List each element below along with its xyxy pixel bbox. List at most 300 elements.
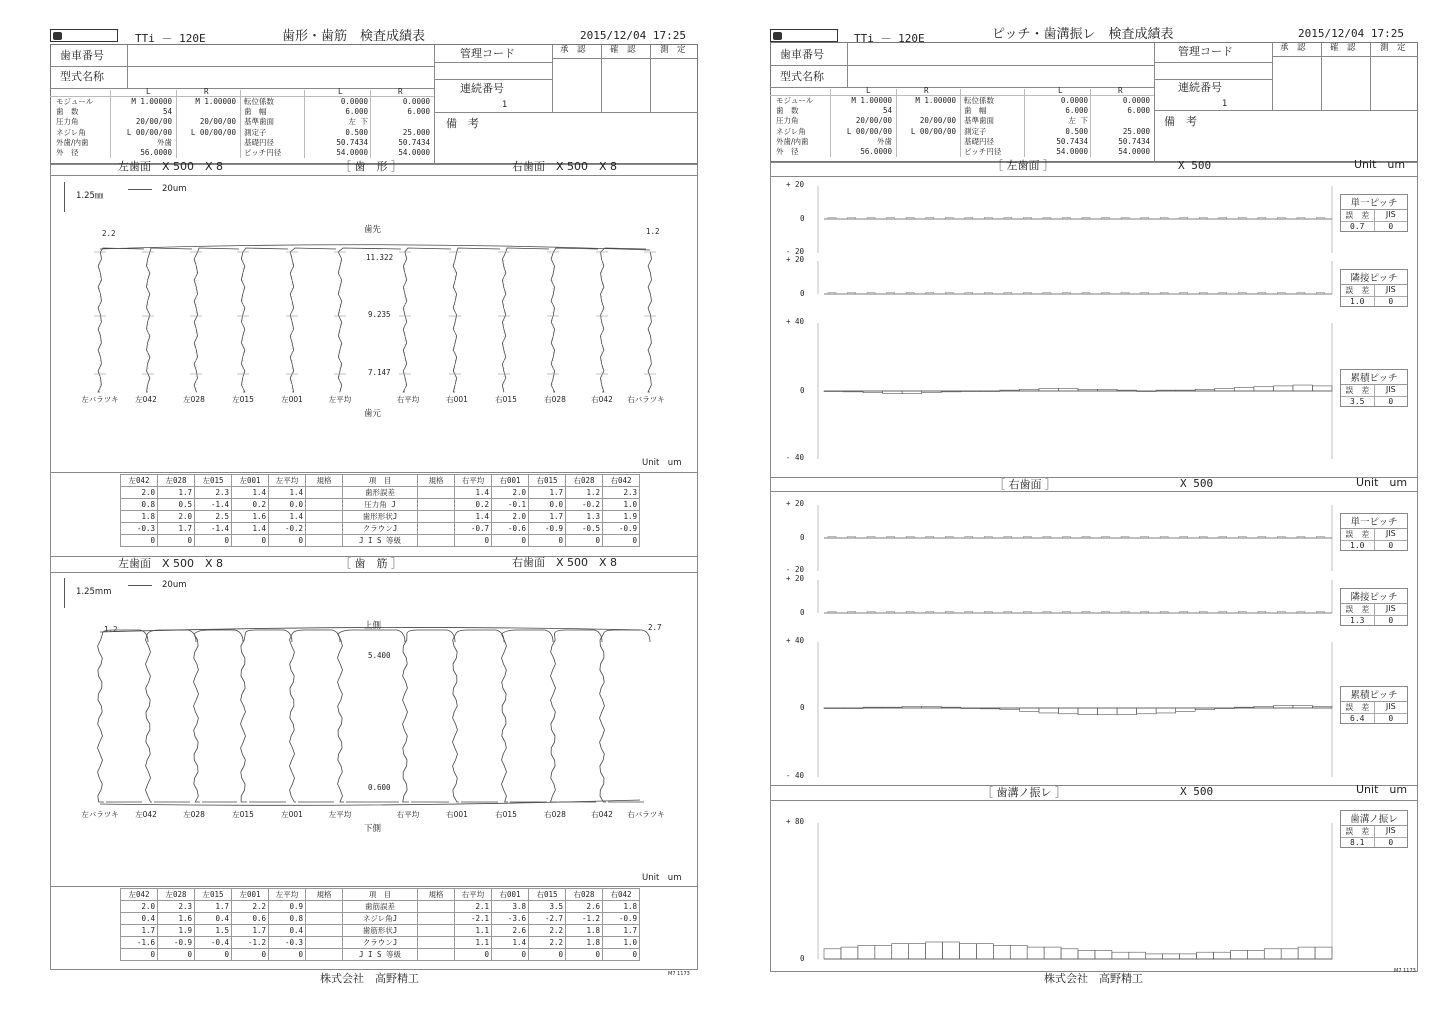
measure-label: 測 定 xyxy=(660,45,686,55)
spec-name: ピッチ円径 xyxy=(244,148,282,157)
bar xyxy=(844,708,864,709)
table-cell: 2.2 xyxy=(529,925,566,937)
bar xyxy=(906,218,914,220)
bar xyxy=(1000,708,1020,710)
spec-col-l: L xyxy=(338,87,343,96)
results-table xyxy=(56,888,640,961)
bar xyxy=(984,218,992,220)
table-cell: 0 xyxy=(603,535,640,547)
spec-name: 基礎円径 xyxy=(964,136,994,146)
serial-label: 連続番号 xyxy=(1178,81,1222,94)
table-cell: 1.8 xyxy=(603,901,640,913)
table-cell: 0 xyxy=(158,535,195,547)
spec-name: 外 径 xyxy=(776,147,799,156)
bar xyxy=(1195,708,1215,710)
jis-label: JIS xyxy=(1385,210,1396,219)
table-cell: 1.0 xyxy=(603,937,640,949)
trace-label: 右015 xyxy=(495,395,517,404)
trace-label: 右平均 xyxy=(396,810,420,819)
bar xyxy=(1180,537,1188,539)
bar xyxy=(976,944,993,959)
bar xyxy=(1180,612,1188,614)
spec-col-r: R xyxy=(924,86,929,95)
mgmt-code-label: 管理コード xyxy=(1178,45,1233,58)
axis-label-bottom: - 40 xyxy=(786,453,805,462)
column-header: 規格 xyxy=(306,889,343,901)
bar xyxy=(1180,218,1188,220)
spec-value-r: M 1.00000 xyxy=(915,96,956,105)
bar xyxy=(1160,293,1168,295)
axis-label-top: + 20 xyxy=(786,574,805,583)
table-cell: 1.8 xyxy=(566,937,603,949)
profile-mark-2: 9.235 xyxy=(368,310,391,319)
bar xyxy=(1019,708,1039,711)
spec-name: 転位係数 xyxy=(964,96,994,105)
blank-cell xyxy=(56,889,121,901)
axis-label-zero: 0 xyxy=(800,289,805,298)
bar xyxy=(1141,612,1149,614)
bar xyxy=(1078,708,1098,715)
bar xyxy=(1230,951,1247,960)
table-cell: 1.9 xyxy=(603,511,640,523)
item-cell: J I S 等級 xyxy=(343,535,418,547)
item-cell: 歯形形状J xyxy=(343,511,418,523)
table-cell: -0.2 xyxy=(566,499,603,511)
bar xyxy=(959,944,976,959)
item-cell: ネジレ角J xyxy=(343,913,418,925)
result-header-row xyxy=(1341,702,1407,713)
bar xyxy=(980,391,1000,392)
bar xyxy=(906,612,914,614)
table-row xyxy=(56,913,640,925)
spec-value-l: 20/00/00 xyxy=(855,116,892,126)
mgmt-code-label: 管理コード xyxy=(460,47,515,60)
bar xyxy=(1062,218,1070,220)
table-row xyxy=(56,925,640,937)
table-cell: 2.3 xyxy=(603,487,640,499)
bar xyxy=(887,218,895,220)
blank-cell xyxy=(56,901,121,913)
result-value-row xyxy=(1341,713,1407,723)
bar xyxy=(1004,537,1012,539)
profile-mark-3: 7.147 xyxy=(368,368,391,377)
table-cell: 0 xyxy=(492,535,529,547)
norm-cell xyxy=(418,949,455,961)
bar xyxy=(1197,952,1214,959)
spec-value-r: 6.000 xyxy=(1127,106,1150,116)
remarks-label: 備 考 xyxy=(446,117,479,130)
bar xyxy=(863,707,883,708)
bar xyxy=(1058,708,1078,714)
result-value: 1.0 xyxy=(1341,541,1375,550)
result-value: 6.4 xyxy=(1341,714,1375,723)
bar xyxy=(1023,612,1031,614)
right-flank-mag: X 500 xyxy=(1180,477,1214,490)
bar xyxy=(984,293,992,295)
column-header: 左平均 xyxy=(269,475,306,487)
bar xyxy=(1121,218,1129,220)
result-value: 8.1 xyxy=(1341,838,1375,847)
bar xyxy=(1247,951,1264,960)
table-cell: 1.5 xyxy=(195,925,232,937)
company-name: 株式会社 高野精工 xyxy=(320,972,419,985)
table-cell: -0.2 xyxy=(269,523,306,535)
bar xyxy=(1264,949,1281,959)
lead-unit: Unit um xyxy=(642,873,682,883)
table-cell: 1.4 xyxy=(269,511,306,523)
result-header-row xyxy=(1341,826,1407,837)
table-cell: 0 xyxy=(121,535,158,547)
result-box xyxy=(1340,269,1408,307)
bar xyxy=(1137,391,1157,392)
profile-left-label: 左歯面 X 500 X 8 xyxy=(118,160,224,173)
table-cell: 0 xyxy=(455,949,492,961)
result-name: 歯溝ノ振レ xyxy=(1341,811,1407,826)
spec-name: 歯 数 xyxy=(56,107,79,117)
table-cell: 0 xyxy=(232,949,269,961)
bar xyxy=(1297,537,1305,539)
table-cell: -0.9 xyxy=(603,523,640,535)
spec-col-r: R xyxy=(204,87,209,96)
lead-trace xyxy=(403,630,455,802)
spec-col-l: L xyxy=(146,87,151,96)
result-value-row xyxy=(1341,837,1407,847)
spec-value-l: 左 下 xyxy=(1068,116,1088,126)
bar xyxy=(984,612,992,614)
lead-center-label: ［ 歯 筋 ］ xyxy=(340,557,402,570)
table-cell: 0 xyxy=(195,949,232,961)
column-header: 右平均 xyxy=(455,475,492,487)
result-jis: 0 xyxy=(1388,397,1394,406)
result-jis: 0 xyxy=(1388,838,1394,847)
bar xyxy=(926,612,934,614)
bar xyxy=(887,537,895,539)
column-header: 左042 xyxy=(121,475,158,487)
table-cell: 0.8 xyxy=(121,499,158,511)
bar xyxy=(1043,218,1051,220)
table-cell: -1.6 xyxy=(121,937,158,949)
result-box xyxy=(1340,513,1408,551)
trace-label: 右015 xyxy=(495,810,517,819)
bar xyxy=(1102,537,1110,539)
result-box xyxy=(1340,686,1408,724)
table-cell: 1.4 xyxy=(232,523,269,535)
dev-label: 誤 差 xyxy=(1341,604,1375,615)
bar xyxy=(1297,293,1305,295)
table-cell: -2.1 xyxy=(455,913,492,925)
spec-col-l: L xyxy=(866,86,871,95)
trace-label: 右バラツキ xyxy=(627,395,665,404)
spec-value-l: 54 xyxy=(882,106,892,116)
bar xyxy=(1258,612,1266,614)
bar xyxy=(1316,537,1324,539)
table-cell: -0.3 xyxy=(269,937,306,949)
table-cell: 0.6 xyxy=(232,913,269,925)
spec-name: 基準歯面 xyxy=(244,117,274,127)
footer-code: M7 1173 xyxy=(668,971,690,977)
table-cell: 1.1 xyxy=(455,925,492,937)
table-cell: 1.4 xyxy=(492,937,529,949)
bar xyxy=(922,391,942,393)
bar xyxy=(1199,612,1207,614)
bar xyxy=(941,707,961,708)
lead-trace xyxy=(146,630,196,802)
result-value-row xyxy=(1341,540,1407,550)
table-cell: 0 xyxy=(158,949,195,961)
table-cell: 0.8 xyxy=(269,913,306,925)
bar xyxy=(1062,612,1070,614)
dev-label: 誤 差 xyxy=(1341,210,1375,221)
result-jis: 0 xyxy=(1388,541,1394,550)
table-cell: 1.9 xyxy=(158,925,195,937)
bar xyxy=(1082,612,1090,614)
lead-mark-2: 0.600 xyxy=(368,783,391,792)
item-cell: 歯筋誤差 xyxy=(343,901,418,913)
jis-label: JIS xyxy=(1385,285,1396,294)
bar xyxy=(945,293,953,295)
column-header: 規格 xyxy=(418,889,455,901)
runout-unit: Unit um xyxy=(1356,783,1408,796)
table-cell: 0.4 xyxy=(121,913,158,925)
table-cell: 0 xyxy=(121,949,158,961)
spec-value-l: 54 xyxy=(162,107,172,117)
axis-label-bottom: - 40 xyxy=(786,771,805,780)
bar xyxy=(909,944,926,959)
spec-name: 外 径 xyxy=(56,148,79,157)
spec-name: 外歯/内歯 xyxy=(56,137,89,147)
table-cell: 0 xyxy=(529,949,566,961)
lead-trace xyxy=(98,630,148,802)
bar xyxy=(1258,293,1266,295)
norm-cell xyxy=(306,913,343,925)
bar xyxy=(961,708,981,709)
bar xyxy=(1112,952,1129,959)
bar xyxy=(1176,708,1196,711)
bar xyxy=(1277,612,1285,614)
table-cell: 1.4 xyxy=(269,487,306,499)
bar xyxy=(858,945,875,959)
table-cell: -2.7 xyxy=(529,913,566,925)
table-cell: -0.5 xyxy=(566,523,603,535)
spec-value-l: L 00/00/00 xyxy=(126,127,172,137)
norm-cell xyxy=(306,937,343,949)
norm-cell xyxy=(306,901,343,913)
lead-left-value: 1.2 xyxy=(104,625,118,634)
table-cell: 0.4 xyxy=(195,913,232,925)
trace-label: 左001 xyxy=(281,395,303,404)
table-cell: -3.6 xyxy=(492,913,529,925)
trace-label: 右001 xyxy=(446,395,468,404)
bar xyxy=(887,612,895,614)
table-cell: 2.6 xyxy=(566,901,603,913)
bar xyxy=(1160,612,1168,614)
bar xyxy=(824,949,841,959)
bar xyxy=(1129,952,1146,959)
column-header: 左015 xyxy=(195,475,232,487)
gear-no-label: 歯車番号 xyxy=(60,49,104,62)
result-header-row xyxy=(1341,210,1407,221)
bar xyxy=(1254,706,1274,708)
bar xyxy=(1141,537,1149,539)
bar xyxy=(1238,218,1246,220)
spec-value-l: M 1.00000 xyxy=(131,97,172,106)
bar xyxy=(1121,537,1129,539)
table-cell: 1.1 xyxy=(455,937,492,949)
table-cell: -1.4 xyxy=(195,523,232,535)
spec-value-r: 25.000 xyxy=(1122,126,1150,136)
bar xyxy=(1117,390,1137,391)
spec-name: 基準歯面 xyxy=(964,116,994,126)
lead-mark-1: 5.400 xyxy=(368,651,391,660)
bar xyxy=(1146,954,1163,959)
dev-label: 誤 差 xyxy=(1341,702,1375,713)
table-cell: 2.6 xyxy=(492,925,529,937)
table-cell: 2.0 xyxy=(158,511,195,523)
result-value: 3.5 xyxy=(1341,397,1375,406)
bar xyxy=(945,218,953,220)
table-cell: 2.3 xyxy=(158,901,195,913)
bar xyxy=(926,218,934,220)
inspection-sheet-pitch-runout xyxy=(720,0,1440,1018)
result-value: 1.0 xyxy=(1341,297,1375,306)
bar xyxy=(1258,218,1266,220)
table-cell: 1.6 xyxy=(232,511,269,523)
bar xyxy=(1215,708,1235,709)
column-header: 右平均 xyxy=(455,889,492,901)
trace-label: 左001 xyxy=(281,810,303,819)
norm-cell xyxy=(418,937,455,949)
spec-value-r: 50.7434 xyxy=(1118,136,1150,146)
result-name: 隣接ピッチ xyxy=(1341,589,1407,604)
table-cell: -1.2 xyxy=(232,937,269,949)
result-jis: 0 xyxy=(1388,616,1394,625)
table-row xyxy=(56,901,640,913)
spec-name: ネジレ角 xyxy=(56,127,86,137)
result-name: 単一ピッチ xyxy=(1341,514,1407,529)
trace-label: 右028 xyxy=(544,810,566,819)
bar xyxy=(887,293,895,295)
result-jis: 0 xyxy=(1388,714,1394,723)
table-cell: 2.3 xyxy=(195,487,232,499)
table-cell: 1.8 xyxy=(121,511,158,523)
table-cell: -0.4 xyxy=(195,937,232,949)
bar xyxy=(1316,293,1324,295)
lead-bottom-label: 下側 xyxy=(364,824,382,834)
confirm-label: 確 認 xyxy=(1330,43,1356,53)
bar xyxy=(980,708,1000,709)
column-header: 右042 xyxy=(603,475,640,487)
axis-label-zero: 0 xyxy=(800,214,805,223)
bar xyxy=(984,537,992,539)
result-header-row xyxy=(1341,385,1407,396)
spec-col-l: L xyxy=(1058,86,1063,95)
blank-cell xyxy=(56,949,121,961)
table-cell: 0.2 xyxy=(455,499,492,511)
bar xyxy=(1316,218,1324,220)
bar xyxy=(1176,390,1196,391)
result-value-row xyxy=(1341,615,1407,625)
bar xyxy=(1156,390,1176,391)
bar xyxy=(1312,706,1332,708)
lead-trace xyxy=(241,630,292,802)
table-cell: 0.2 xyxy=(232,499,269,511)
spec-value-l: 0.500 xyxy=(345,127,368,137)
spec-value-r: L 00/00/00 xyxy=(190,127,236,137)
norm-cell xyxy=(306,949,343,961)
bar xyxy=(1098,708,1118,715)
bar xyxy=(848,537,856,539)
spec-name: ピッチ円径 xyxy=(964,147,1002,156)
company-name: 株式会社 高野精工 xyxy=(1044,972,1143,985)
lead-top-label: 上側 xyxy=(364,621,382,631)
lead-scale-mm: 1.25mm xyxy=(76,587,112,597)
table-cell: 0.4 xyxy=(269,925,306,937)
bar xyxy=(902,706,922,708)
norm-cell xyxy=(418,925,455,937)
trace-label: 左042 xyxy=(135,395,157,404)
sheet-title: ピッチ・歯溝振レ 検査成績表 xyxy=(992,27,1174,42)
trace-label: 左042 xyxy=(135,810,157,819)
sheet-title: 歯形・歯筋 検査成績表 xyxy=(282,29,426,44)
table-row xyxy=(56,937,640,949)
bar xyxy=(867,612,875,614)
bar xyxy=(1238,293,1246,295)
column-header: 右028 xyxy=(566,889,603,901)
trace-label: 左015 xyxy=(232,810,254,819)
table-cell: 2.2 xyxy=(232,901,269,913)
bar xyxy=(1234,388,1254,391)
bar xyxy=(1219,218,1227,220)
bar xyxy=(965,293,973,295)
column-header: 右001 xyxy=(492,889,529,901)
table-cell: 1.4 xyxy=(455,511,492,523)
bar xyxy=(867,293,875,295)
result-jis: 0 xyxy=(1388,222,1394,231)
axis-label-zero: 0 xyxy=(800,703,805,712)
result-box xyxy=(1340,369,1408,407)
blank-cell xyxy=(56,937,121,949)
bar xyxy=(906,293,914,295)
result-box xyxy=(1340,810,1408,848)
table-row xyxy=(56,949,640,961)
serial-value: 1 xyxy=(1222,99,1228,109)
profile-left-value: 2.2 xyxy=(102,229,116,238)
bar xyxy=(1043,537,1051,539)
bar xyxy=(883,707,903,708)
result-header-row xyxy=(1341,529,1407,540)
bar xyxy=(1102,293,1110,295)
serial-label: 連続番号 xyxy=(460,82,504,95)
type-label: 型式名称 xyxy=(780,70,824,83)
spec-value-r: 20/00/00 xyxy=(199,117,236,127)
jis-label: JIS xyxy=(1385,702,1396,711)
bar xyxy=(1219,293,1227,295)
table-cell: 0 xyxy=(269,949,306,961)
dev-label: 誤 差 xyxy=(1341,826,1375,837)
datetime: 2015/12/04 17:25 xyxy=(1298,27,1404,40)
trace-label: 右042 xyxy=(591,810,613,819)
table-cell: -1.2 xyxy=(566,913,603,925)
profile-tip-label: 歯先 xyxy=(364,225,382,235)
lead-trace xyxy=(600,630,650,802)
spec-name: 圧力角 xyxy=(56,117,79,127)
spec-value-l: 0.0000 xyxy=(1060,96,1088,105)
spec-value-l: 0.500 xyxy=(1065,126,1088,136)
table-cell: 1.2 xyxy=(566,487,603,499)
spec-name: 測定子 xyxy=(244,127,267,137)
right-flank-unit: Unit um xyxy=(1356,476,1408,489)
bar xyxy=(875,945,892,959)
